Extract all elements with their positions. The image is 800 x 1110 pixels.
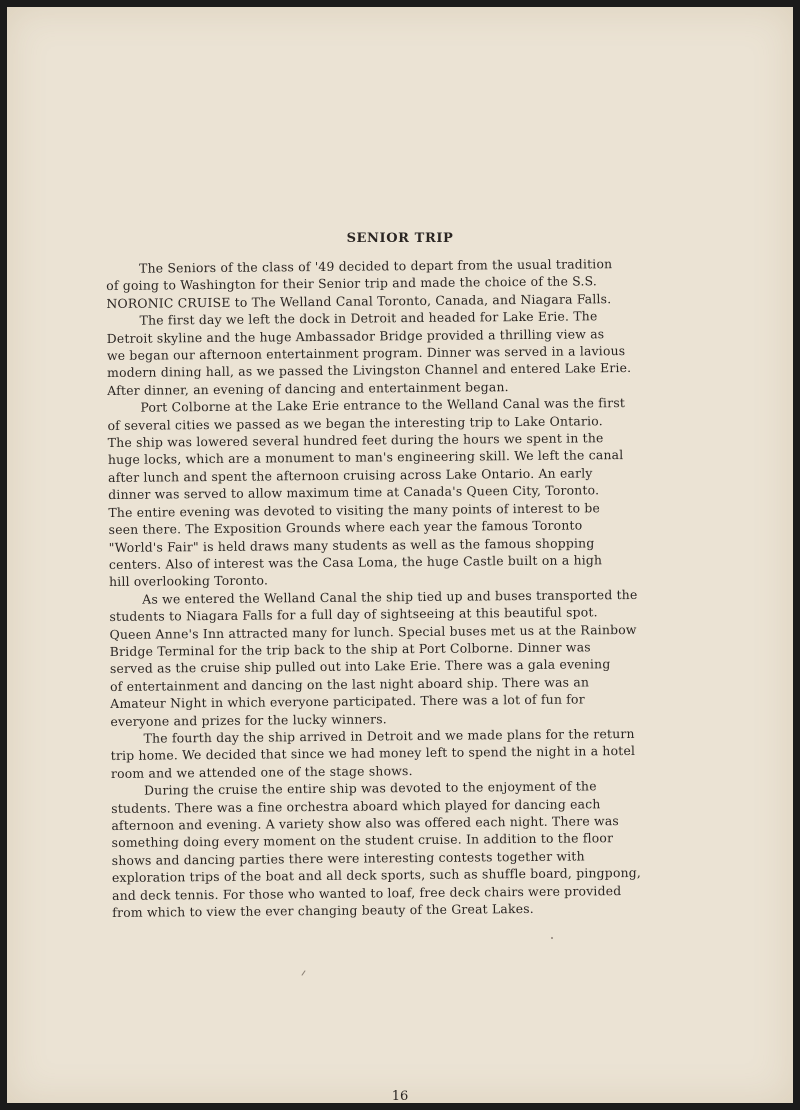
text-line: After dinner, an evening of dancing and entertainment began. (107, 378, 509, 398)
text-line: modern dining hall, as we passed the Livingston Channel and entered Lake Erie. (107, 360, 632, 381)
text-line: The fourth day the ship arrived in Detroit and we made plans for the return (143, 725, 635, 746)
text-line: Bridge Terminal for the trip back to the ship at Port Colborne. Dinner was (109, 639, 591, 659)
text-line: The first day we left the dock in Detroit and headed for Lake Erie. The (139, 308, 598, 328)
paper-speck (551, 937, 553, 939)
text-line: dinner was served to allow maximum time at Canada's Queen City, Toronto. (108, 482, 600, 503)
text-line: As we entered the Welland Canal the ship tied up and buses transported the (142, 586, 638, 607)
text-line: The ship was lowered several hundred feet during the hours we spent in the (107, 430, 604, 451)
text-line: served as the cruise ship pulled out into Lake Erie. There was a gala evening (109, 656, 611, 677)
text-line: centers. Also of interest was the Casa Loma, the huge Castle built on a high (108, 552, 603, 572)
text-line: we began our afternoon entertainment program. Dinner was served in a lavious (106, 343, 626, 364)
text-line: trip home. We decided that since we had money left to spend the night in a hotel (110, 743, 636, 764)
text-line: Port Colborne at the Lake Erie entrance to the Welland Canal was the first (140, 395, 626, 415)
text-line: "World's Fair" is held draws many students as well as the famous shopping (108, 534, 595, 555)
text-line: after lunch and spent the afternoon cruising across Lake Ontario. An early (108, 465, 593, 485)
text-line: During the cruise the entire ship was devoted to the enjoyment of the (144, 778, 597, 798)
text-line: seen there. The Exposition Grounds where each year the famous Toronto (108, 517, 583, 538)
text-line: students to Niagara Falls for a full day of sightseeing at this beautiful spot. (109, 604, 598, 625)
text-line: room and we attended one of the stage shows. (110, 762, 413, 781)
text-line: of several cities we passed as we began the interesting trip to Lake Ontario. (107, 412, 603, 433)
text-line: students. There was a fine orchestra aboard which played for dancing each (111, 795, 601, 816)
text-line: The entire evening was devoted to visiting the many points of interest to be (108, 499, 601, 520)
text-line: huge locks, which are a monument to man's engineering skill. We left the canal (107, 447, 624, 468)
text-line: of going to Washington for their Senior trip and made the choice of the S.S. (106, 273, 598, 294)
text-line: shows and dancing parties there were interesting contests together with (111, 848, 585, 868)
text-line: Detroit skyline and the huge Ambassador Bridge provided a thrilling view as (106, 325, 605, 346)
page-number: 16 (391, 1089, 409, 1104)
page-title: SENIOR TRIP (346, 231, 454, 246)
text-line: afternoon and evening. A variety show also was offered each night. There was (111, 813, 620, 833)
text-line: Amateur Night in which everyone participated. There was a lot of fun for (110, 691, 585, 712)
paper-speck (301, 970, 305, 975)
text-line: everyone and prizes for the lucky winners. (110, 710, 387, 729)
text-line: The Seniors of the class of '49 decided to depart from the usual tradition (139, 256, 613, 276)
text-line: from which to view the ever changing beauty of the Great Lakes. (112, 900, 534, 921)
article-body (106, 254, 732, 921)
text-line: and deck tennis. For those who wanted to loaf, free deck chairs were provided (112, 882, 622, 903)
text-line: hill overlooking Toronto. (109, 572, 269, 590)
document-page (7, 7, 793, 1103)
text-line: NORONIC CRUISE to The Welland Canal Toronto, Canada, and Niagara Falls. (106, 290, 612, 311)
text-line: exploration trips of the boat and all deck sports, such as shuffle board, pingpong, (111, 865, 642, 886)
text-line: Queen Anne's Inn attracted many for lunch. Special buses met us at the Rainbow (109, 621, 637, 642)
text-line: of entertainment and dancing on the last night aboard ship. There was an (110, 674, 590, 694)
text-line: something doing every moment on the student cruise. In addition to the floor (111, 830, 614, 851)
